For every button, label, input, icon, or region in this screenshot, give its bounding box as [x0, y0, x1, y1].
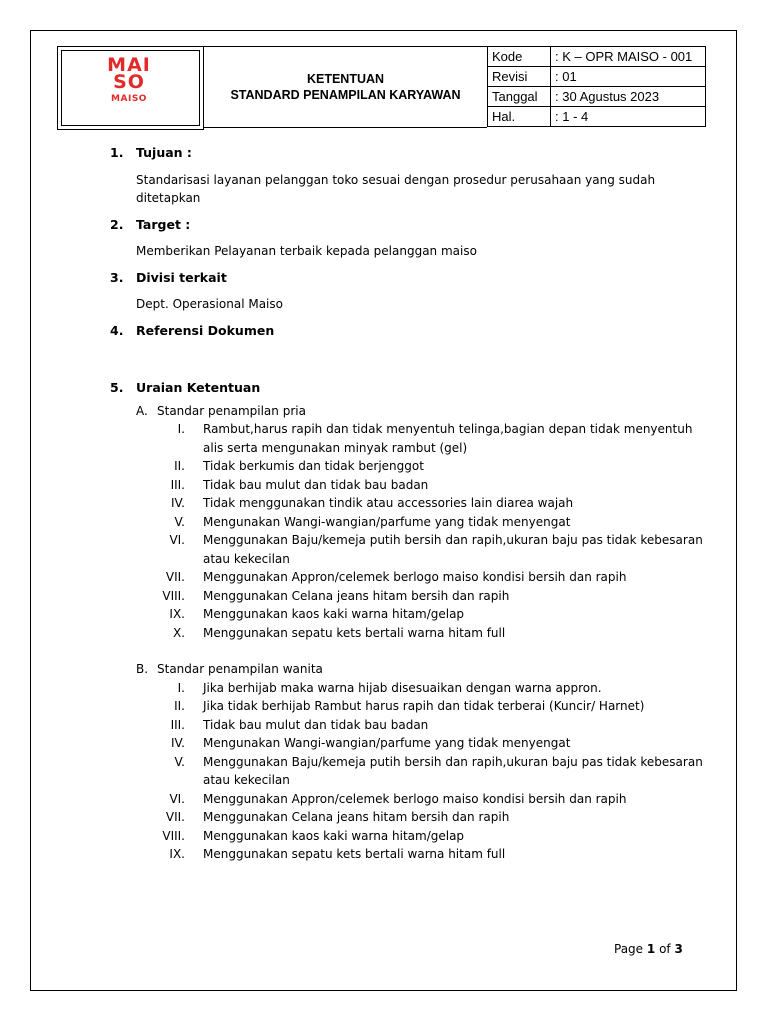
section-number: 2.: [110, 216, 124, 232]
list-item-number: V.: [174, 754, 185, 769]
list-item: [110, 494, 710, 513]
list-item-text: Tidak menggunakan tindik atau accessories lain diarea wajah: [203, 496, 574, 510]
list-item-number: IX.: [169, 847, 185, 861]
section-title: Target :: [136, 216, 191, 232]
document-body: [110, 144, 710, 864]
list-item-number: III.: [170, 477, 185, 492]
document-title-box: [204, 46, 487, 128]
list-item-number: I.: [177, 422, 185, 436]
meta-row-kode: [488, 47, 706, 67]
list-item-number: I.: [177, 680, 185, 695]
of-word: of: [659, 942, 671, 956]
list-item-text: Menggunakan sepatu kets bertali warna hitam full: [203, 625, 506, 640]
section-heading-target: [110, 216, 710, 235]
list-item-text: Menggunakan sepatu kets bertali warna hitam full: [203, 847, 506, 861]
logo-box: [57, 46, 204, 130]
list-item: [110, 679, 710, 698]
meta-key: Hal.: [488, 107, 551, 127]
list-item-text: Jika tidak berhijab Rambut harus rapih dan tidak terberai (Kuncir/ Harnet): [203, 699, 645, 713]
meta-row-hal: [488, 107, 706, 127]
list-item-text: Menggunakan Baju/kemeja putih bersih dan rapih,ukuran baju pas tidak kebesaran atau kekecilan: [203, 533, 703, 566]
list-item-number: VIII.: [162, 828, 185, 843]
subsection-heading-wanita: [110, 660, 710, 679]
section-title: Tujuan :: [136, 145, 192, 160]
meta-row-tanggal: [488, 87, 706, 107]
section-heading-uraian: [110, 379, 710, 398]
list-item-text: Tidak bau mulut dan tidak bau badan: [203, 477, 429, 492]
meta-key: Tanggal: [488, 87, 551, 107]
document-title-line-2: STANDARD PENAMPILAN KARYAWAN: [230, 88, 461, 102]
list-item-number: II.: [174, 699, 185, 713]
subsection-heading-pria: [110, 402, 710, 421]
list-item-number: II.: [174, 459, 185, 473]
list-item: [110, 697, 710, 716]
list-item: [110, 716, 710, 735]
list-item: [110, 624, 710, 643]
list-item-number: IV.: [170, 736, 185, 750]
logo-line-2: SO: [113, 71, 145, 93]
list-item: [110, 827, 710, 846]
list-item-text: Tidak bau mulut dan tidak bau badan: [203, 717, 429, 732]
list-item-text: Menggunakan Celana jeans hitam bersih dan rapih: [203, 588, 510, 603]
list-item-text: Mengunakan Wangi-wangian/parfume yang tidak menyengat: [203, 514, 571, 529]
list-item: [110, 457, 710, 476]
list-item-number: VI.: [169, 791, 185, 806]
document-meta-table: [487, 46, 706, 127]
list-item-text: Menggunakan kaos kaki warna hitam/gelap: [203, 828, 465, 843]
subsection-title: Standar penampilan pria: [157, 403, 306, 418]
current-page: 1: [646, 942, 656, 956]
section-title: Divisi terkait: [136, 269, 227, 285]
section-number: 4.: [110, 322, 124, 338]
meta-key: Revisi: [488, 67, 551, 87]
meta-value: : 1 - 4: [551, 107, 706, 127]
list-item-text: Menggunakan Appron/celemek berlogo maiso kondisi bersih dan rapih: [203, 570, 627, 584]
list-item-text: Menggunakan kaos kaki warna hitam/gelap: [203, 607, 465, 621]
list-item-number: VII.: [165, 570, 185, 584]
section-title: Uraian Ketentuan: [136, 380, 261, 395]
list-item: [110, 568, 710, 587]
meta-value: : K – OPR MAISO - 001: [551, 47, 706, 67]
section-number: 3.: [110, 269, 124, 285]
meta-row-revisi: [488, 67, 706, 87]
meta-value: : 30 Agustus 2023: [551, 87, 706, 107]
subsection-title: Standar penampilan wanita: [157, 662, 323, 676]
section-text-tujuan: Standarisasi layanan pelanggan toko sesuai dengan prosedur perusahaan yang sudah ditetapkan: [136, 172, 656, 205]
section-heading-referensi: [110, 322, 710, 341]
logo-subtext: MAISO: [111, 94, 147, 104]
list-item: [110, 734, 710, 753]
list-item: [110, 587, 710, 606]
section-heading-divisi: [110, 269, 710, 288]
list-item-number: X.: [172, 625, 185, 640]
list-item-number: V.: [174, 514, 185, 529]
subsection-letter: B.: [136, 662, 149, 676]
section-number: 5.: [110, 380, 124, 395]
meta-key: Kode: [488, 47, 551, 67]
list-item-number: VII.: [165, 810, 185, 824]
maiso-logo: [96, 54, 162, 117]
document-title-line-1: KETENTUAN: [306, 72, 385, 86]
list-item-text: Rambut,harus rapih dan tidak menyentuh telinga,bagian depan tidak menyentuh alis serta mengunakan minyak rambut (gel): [203, 422, 693, 455]
list-pria: [110, 420, 710, 642]
list-item: [110, 790, 710, 809]
list-item: [110, 531, 710, 568]
list-item: [110, 420, 710, 457]
list-item: [110, 513, 710, 532]
list-item: [110, 845, 710, 864]
list-item-number: VIII.: [162, 588, 185, 603]
list-item: [110, 476, 710, 495]
list-item-text: Mengunakan Wangi-wangian/parfume yang tidak menyengat: [203, 736, 571, 750]
page-footer: [614, 942, 683, 956]
meta-value: : 01: [551, 67, 706, 87]
section-text-target: Memberikan Pelayanan terbaik kepada pelanggan maiso: [136, 244, 477, 258]
list-item-text: Menggunakan Baju/kemeja putih bersih dan rapih,ukuran baju pas tidak kebesaran atau kekecilan: [203, 754, 703, 787]
section-number: 1.: [110, 145, 124, 160]
list-item-number: VI.: [169, 533, 185, 547]
total-pages: 3: [674, 942, 683, 956]
section-heading-tujuan: [110, 144, 710, 163]
logo-line-1: MAI: [107, 54, 151, 76]
list-item-text: Menggunakan Appron/celemek berlogo maiso kondisi bersih dan rapih: [203, 791, 627, 806]
page-word: Page: [614, 942, 644, 956]
list-item: [110, 753, 710, 790]
list-item: [110, 605, 710, 624]
section-text-divisi: Dept. Operasional Maiso: [136, 297, 283, 311]
subsection-letter: A.: [136, 403, 148, 418]
section-title: Referensi Dokumen: [136, 322, 275, 338]
list-item: [110, 808, 710, 827]
list-item-text: Menggunakan Celana jeans hitam bersih dan rapih: [203, 810, 510, 824]
list-item-number: IX.: [169, 607, 185, 621]
list-item-number: IV.: [170, 496, 185, 510]
list-item-number: III.: [170, 717, 185, 732]
list-wanita: [110, 679, 710, 864]
list-item-text: Tidak berkumis dan tidak berjenggot: [203, 459, 424, 473]
list-item-text: Jika berhijab maka warna hijab disesuaikan dengan warna appron.: [203, 680, 602, 695]
